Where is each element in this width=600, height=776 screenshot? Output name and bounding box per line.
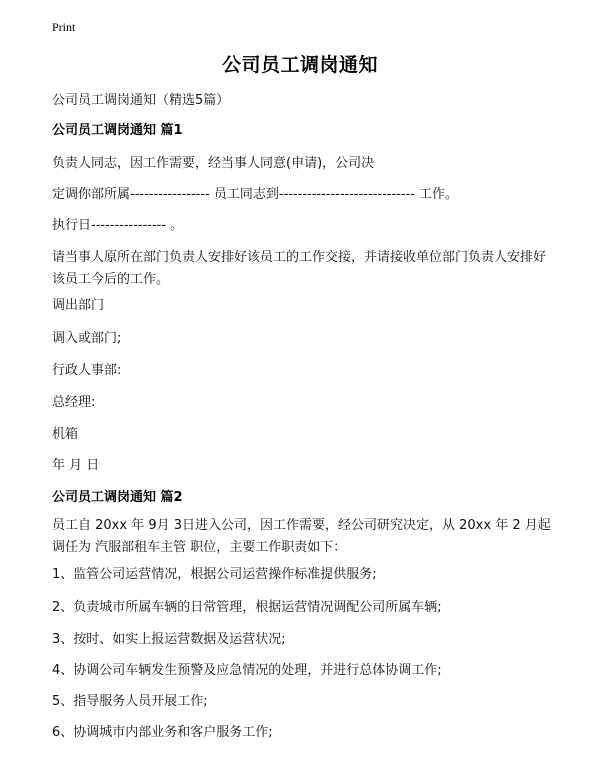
section1-paragraph-3: 执行日---------------- 。 — [52, 218, 184, 233]
signature-hr-dept: 行政人事部: — [52, 363, 122, 378]
document-title: 公司员工调岗通知 — [221, 54, 378, 76]
duty-item: 1、监管公司运营情况，根据公司运营操作标准提供服务; — [52, 567, 377, 582]
print-label: Print — [52, 20, 76, 34]
section1-paragraph-1: 负责人同志，因工作需要，经当事人同意(申请)，公司决 — [52, 156, 375, 171]
section1-heading: 公司员工调岗通知 篇1 — [52, 123, 183, 138]
signature-date: 年 月 日 — [52, 458, 100, 473]
signature-office: 机箱 — [52, 427, 79, 442]
section1-paragraph-4: 请当事人原所在部门负责人安排好该员工的工作交接，并请接收单位部门负责人安排好该员工今后的工作。 — [52, 250, 547, 287]
section2-heading: 公司员工调岗通知 篇2 — [52, 490, 183, 505]
signature-transfer-out-dept: 调出部门 — [52, 298, 105, 313]
signature-general-manager: 总经理: — [52, 395, 96, 410]
document-subtitle: 公司员工调岗通知（精选5篇） — [52, 93, 230, 108]
signature-transfer-in-dept: 调入或部门; — [52, 331, 122, 346]
section2-intro: 员工自 20xx 年 9月 3日进入公司，因工作需要，经公司研究决定，从 20xx 年 2 月起调任为 汽服部租车主管 职位，主要工作职责如下： — [52, 518, 551, 555]
duty-item: 3、按时、如实上报运营数据及运营状况; — [52, 632, 286, 647]
section1-paragraph-2: 定调你部所属----------------- 员工同志到----------------------------- 工作。 — [52, 187, 459, 202]
duty-item: 5、指导服务人员开展工作; — [52, 694, 208, 709]
duty-item: 2、负责城市所属车辆的日常管理，根据运营情况调配公司所属车辆; — [52, 600, 442, 615]
duty-item: 4、协调公司车辆发生预警及应急情况的处理，并进行总体协调工作; — [52, 663, 442, 678]
duty-item: 6、协调城市内部业务和客户服务工作; — [52, 725, 273, 740]
